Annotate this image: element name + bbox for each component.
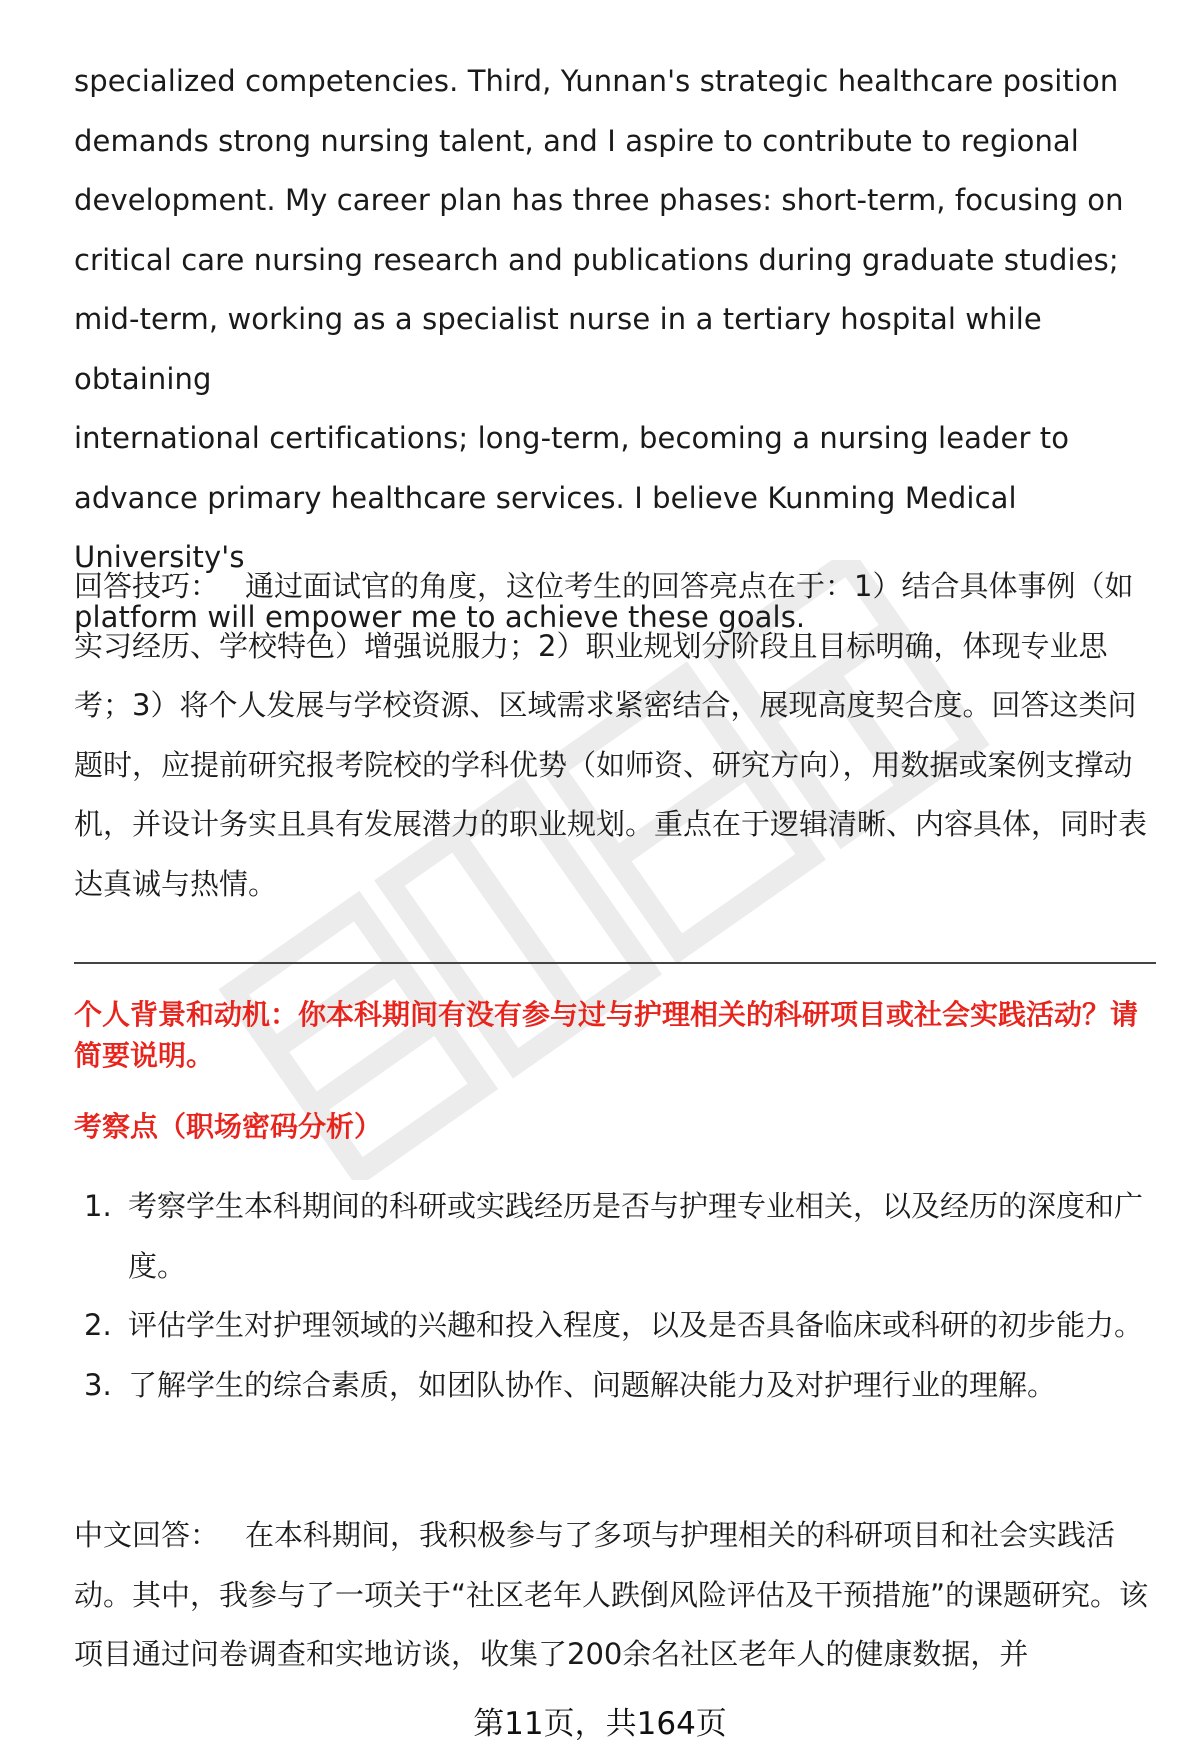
list-item xyxy=(74,1356,1154,1416)
list-item xyxy=(74,1177,1154,1296)
page-number-footer: 第11页，共164页 xyxy=(473,1706,727,1742)
assessment-points-heading: 考察点（职场密码分析） xyxy=(74,1110,383,1143)
list-item-text: 了解学生的综合素质，如团队协作、问题解决能力及对护理行业的理解。 xyxy=(128,1367,1057,1402)
answer-tips-paragraph xyxy=(74,557,1154,914)
assessment-points-list xyxy=(74,1177,1154,1415)
chinese-answer-text: 在本科期间，我积极参与了多项与护理相关的科研项目和社会实践活动。其中，我参与了一项关于“社区老年人跌倒风险评估及干预措施”的课题研究。该项目通过问卷调查和实地访谈，收集了200余名社区老年人的健康数据，并 xyxy=(74,1518,1149,1671)
section-divider xyxy=(74,962,1156,964)
question-heading: 个人背景和动机：你本科期间有没有参与过与护理相关的科研项目或社会实践活动？请简要说明。 xyxy=(74,998,1139,1072)
chinese-answer-paragraph xyxy=(74,1506,1154,1685)
answer-tips-label: 回答技巧： xyxy=(74,569,220,603)
answer-tips-text: 通过面试官的角度，这位考生的回答亮点在于：1）结合具体事例（如实习经历、学校特色）增强说服力；2）职业规划分阶段且目标明确，体现专业思考；3）将个人发展与学校资源、区域需求紧密结合，展现高度契合度。回答这类问题时，应提前研究报考院校的学科优势（如师资、研究方向），用数据或案例支撑动机，并设计务实且具有发展潜力的职业规划。重点在于逻辑清晰、内容具体，同时表达真诚与热情。 xyxy=(74,569,1148,901)
chinese-answer-label: 中文回答： xyxy=(74,1518,220,1552)
list-item-text: 考察学生本科期间的科研或实践经历是否与护理专业相关，以及经历的深度和广度。 xyxy=(128,1189,1144,1283)
list-item-number: 2. xyxy=(84,1308,112,1342)
list-item-number: 3. xyxy=(84,1367,112,1402)
list-item-text: 评估学生对护理领域的兴趣和投入程度，以及是否具备临床或科研的初步能力。 xyxy=(128,1308,1144,1342)
list-item-number: 1. xyxy=(84,1189,112,1223)
list-item xyxy=(74,1296,1154,1356)
english-answer-paragraph: specialized competencies. Third, Yunnan's strategic healthcare position demands strong nursing talent, and I aspire to contribute to regional development. My career plan has three phases: short-term, focusing on critical care nursing research and publications during graduate studies; mid-term, working as a specialist nurse in a tertiary hospital while obtaining international certifications; long-term, becoming a nursing leader to advance primary healthcare services. I believe Kunming Medical University's platform will empower me to achieve these goals. xyxy=(74,64,1124,634)
